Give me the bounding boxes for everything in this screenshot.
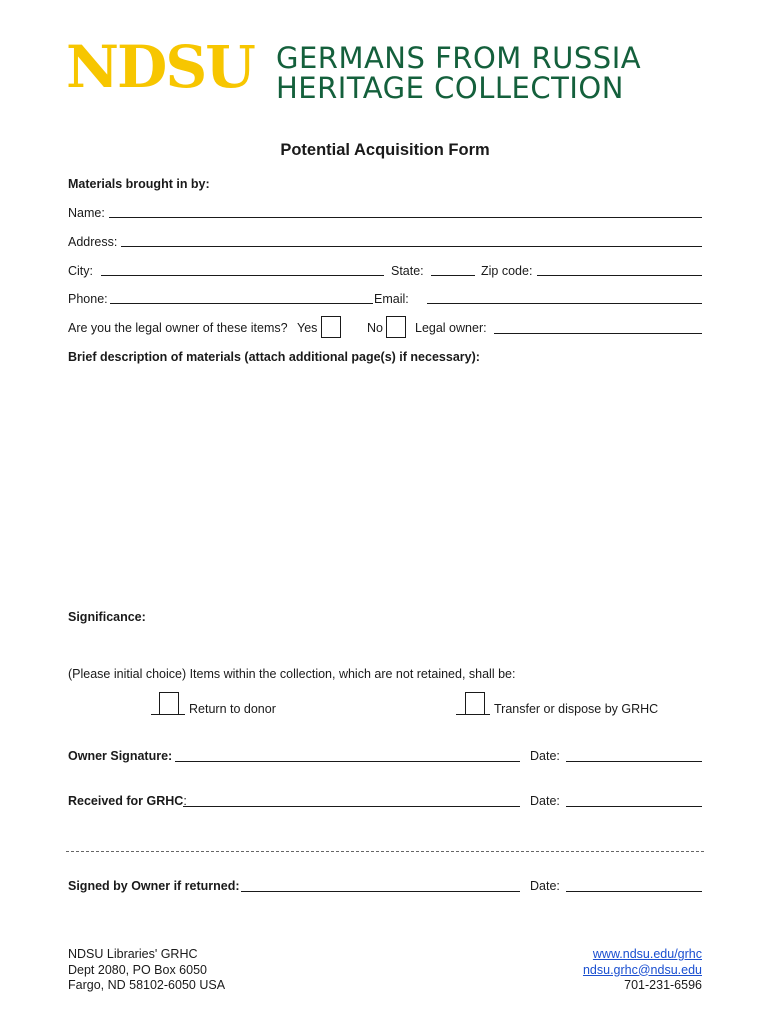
state-field[interactable] xyxy=(431,275,475,276)
form-title: Potential Acquisition Form xyxy=(280,141,490,159)
footer-contact xyxy=(583,947,702,994)
cut-line-divider xyxy=(66,851,704,852)
received-label-wrap xyxy=(68,794,187,808)
no-checkbox[interactable] xyxy=(386,316,406,338)
description-area[interactable] xyxy=(68,370,702,600)
initial-choice-text: (Please initial choice) Items within the collection, which are not retained, shall be: xyxy=(68,667,516,681)
legal-owner-label: Legal owner: xyxy=(415,321,487,335)
email-field[interactable] xyxy=(427,303,702,304)
transfer-dispose-label: Transfer or dispose by GRHC xyxy=(494,702,659,716)
received-label: Received for GRHC xyxy=(68,794,184,808)
yes-checkbox[interactable] xyxy=(321,316,341,338)
no-label: No xyxy=(367,321,383,335)
name-label: Name: xyxy=(68,206,105,220)
signed-date-label: Date: xyxy=(530,879,560,893)
address-label: Address: xyxy=(68,235,118,249)
city-field[interactable] xyxy=(101,275,384,276)
ndsu-logo: NDSU xyxy=(66,33,254,101)
signed-returned-field[interactable] xyxy=(241,891,520,892)
footer-line-3: Fargo, ND 58102-6050 USA xyxy=(68,978,226,992)
name-field[interactable] xyxy=(109,217,702,218)
transfer-dispose-checkbox[interactable] xyxy=(465,692,485,715)
return-to-donor-label: Return to donor xyxy=(189,702,276,716)
state-label: State: xyxy=(391,264,424,278)
website-link[interactable]: www.ndsu.edu/grhc xyxy=(592,947,702,961)
phone-label: Phone: xyxy=(68,292,108,306)
received-date-label: Date: xyxy=(530,794,560,808)
description-heading: Brief description of materials (attach additional page(s) if necessary): xyxy=(68,350,480,364)
email-link[interactable]: ndsu.grhc@ndsu.edu xyxy=(582,962,702,977)
footer-phone: 701-231-6596 xyxy=(624,978,702,992)
received-date-field[interactable] xyxy=(566,806,702,807)
owner-signature-label: Owner Signature: xyxy=(68,749,173,763)
logo-line-2: HERITAGE COLLECTION xyxy=(276,71,624,105)
signed-date-field[interactable] xyxy=(566,891,702,892)
received-colon: : xyxy=(183,794,187,808)
footer-line-1: NDSU Libraries' GRHC xyxy=(68,947,198,961)
footer-line-2: Dept 2080, PO Box 6050 xyxy=(68,962,207,977)
legal-owner-field[interactable] xyxy=(494,333,702,334)
signed-returned-label: Signed by Owner if returned: xyxy=(68,879,240,893)
phone-field[interactable] xyxy=(110,303,373,304)
owner-date-field[interactable] xyxy=(566,761,702,762)
email-label: Email: xyxy=(374,292,409,306)
address-field[interactable] xyxy=(121,246,702,247)
owner-signature-field[interactable] xyxy=(175,761,520,762)
zip-label: Zip code: xyxy=(481,264,533,278)
footer-address xyxy=(68,947,225,994)
yes-label: Yes xyxy=(297,321,318,335)
zip-field[interactable] xyxy=(537,275,702,276)
owner-question: Are you the legal owner of these items? xyxy=(68,321,288,335)
owner-date-label: Date: xyxy=(530,749,560,763)
return-to-donor-checkbox[interactable] xyxy=(159,692,179,715)
materials-heading: Materials brought in by: xyxy=(68,177,210,191)
logo-line-1: GERMANS FROM RUSSIA xyxy=(276,41,642,75)
city-label: City: xyxy=(68,264,93,278)
significance-area[interactable] xyxy=(68,628,702,662)
significance-label: Significance: xyxy=(68,610,146,624)
received-field[interactable] xyxy=(183,806,520,807)
